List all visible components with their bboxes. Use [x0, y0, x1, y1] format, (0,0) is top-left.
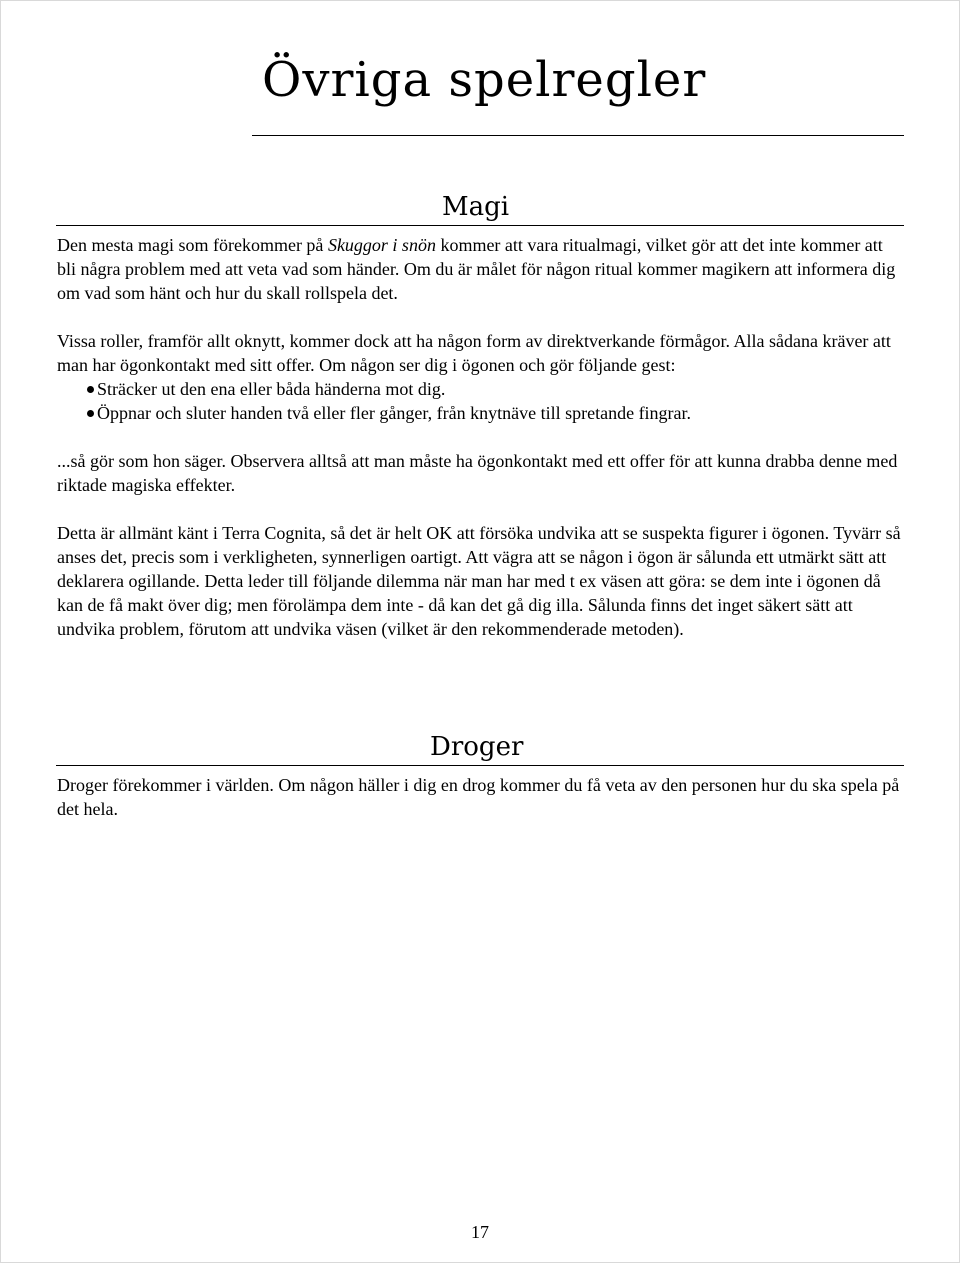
bullet-icon [87, 386, 94, 393]
magi-paragraph-2: Vissa roller, framför allt oknytt, kommer dock att ha någon form av direktverkande förmågor. Alla sådana kräver att man har ögonkontakt med sitt offer. Om någon ser dig i ögonen och gör följande gest: [57, 331, 891, 375]
magi-paragraph-4: Detta är allmänt känt i Terra Cognita, så det är helt OK att försöka undvika att se suspekta figurer i ögonen. Tyvärr så anses det, precis som i verkligheten, synnerligen oartigt. Att vägra att se någon i ögon är sålunda ett utmärkt sätt att deklarera ogillande. Detta leder till följande dilemma när man har med t ex väsen att göra: se dem inte i ögonen då kan de få makt över dig; men förolämpa dem inte - då kan det gå dig illa. Sålunda finns det inget säkert sätt att undvika problem, förutom att undvika väsen (vilket är den rekommenderade metoden). [57, 523, 901, 639]
droger-paragraph-1: Droger förekommer i världen. Om någon häller i dig en drog kommer du få veta av den personen hur du ska spela på det hela. [57, 775, 900, 819]
list-item [57, 401, 902, 425]
section-heading-magi: Magi [442, 192, 510, 222]
gesture-list [57, 377, 902, 425]
list-item-text: Sträcker ut den ena eller båda händerna mot dig. [97, 379, 446, 399]
list-item-text: Öppnar och sluter handen två eller fler gånger, från knytnäve till spretande fingrar. [97, 403, 692, 423]
section-heading-droger: Droger [430, 732, 524, 762]
magi-paragraph-1 [57, 233, 902, 305]
magi-body [57, 233, 902, 641]
bullet-icon [87, 410, 94, 417]
magi-paragraph-1-start: Den mesta magi som förekommer på [57, 235, 328, 255]
magi-paragraph-1-end: kommer att vara ritualmagi, vilket gör att det inte kommer att bli några problem med att veta vad som händer. Om du är målet för någon ritual kommer magikern att informera dig om vad som hänt och hur du skall rollspela det. [57, 235, 896, 303]
magi-paragraph-3: ...så gör som hon säger. Observera alltså att man måste ha ögonkontakt med ett offer för att kunna drabba denne med riktade magiska effekter. [57, 451, 898, 495]
page-number: 17 [471, 1222, 489, 1242]
section-rule-magi [56, 225, 904, 226]
list-item [57, 377, 902, 401]
paragraph-gap [57, 425, 902, 449]
section-rule-droger [56, 765, 904, 766]
title-rule [252, 135, 904, 136]
paragraph-gap [57, 497, 902, 521]
game-title-italic: Skuggor i snön [327, 235, 436, 255]
page-title: Övriga spelregler [262, 52, 707, 108]
droger-body [57, 773, 902, 821]
paragraph-gap [57, 305, 902, 329]
